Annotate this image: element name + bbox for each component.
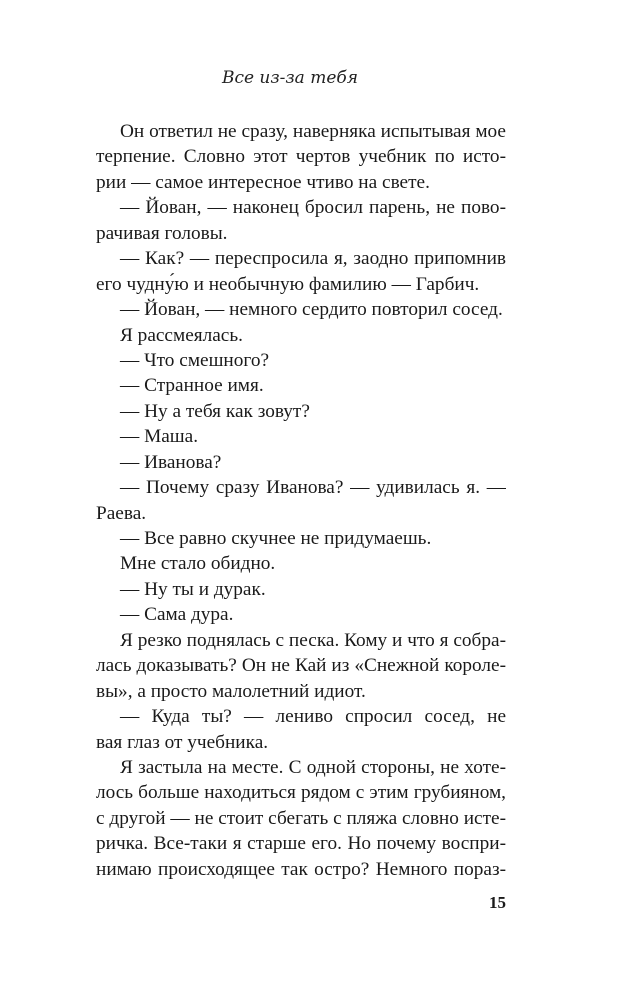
text-line: с другой — не стоит сбегать с пляжа словно исте- (96, 807, 506, 829)
text-line: — Почему сразу Иванова? — удивилась я. — (120, 477, 506, 499)
text-line: рии — самое интересное чтиво на свете. (96, 171, 430, 193)
text-line: вы», а просто малолетний идиот. (96, 680, 366, 702)
text-line: терпение. Словно этот чертов учебник по исто- (96, 146, 506, 168)
text-line: Мне стало обидно. (120, 553, 276, 575)
text-line: — Ну а тебя как зовут? (120, 400, 310, 422)
text-line: ричка. Все-таки я старше его. Но почему воспри- (96, 833, 506, 855)
text-line: — Ну ты и дурак. (120, 578, 266, 600)
text-line: рачивая головы. (96, 222, 228, 244)
text-line: вая глаз от учебника. (96, 731, 269, 753)
text-line: лось больше находиться рядом с этим грубияном, (96, 782, 506, 804)
body-text (96, 119, 506, 882)
text-line: — Как? — переспросила я, заодно припомнив (120, 248, 506, 270)
text-line: Я рассмеялась. (120, 324, 243, 346)
text-line: — Сама дура. (120, 604, 234, 626)
text-line: — Йован, — немного сердито повторил сосед. (120, 299, 503, 321)
text-line: — Иванова? (120, 451, 222, 473)
text-line: Он ответил не сразу, наверняка испытывая мое (120, 121, 506, 142)
text-line: — Что смешного? (120, 349, 270, 371)
page-number: 15 (489, 893, 506, 912)
running-header: Все из-за тебя (221, 68, 359, 88)
text-line: — Йован, — наконец бросил парень, не пово- (120, 197, 506, 219)
text-line: нимаю происходящее так остро? Немного пораз- (96, 858, 506, 880)
text-line: Раева. (96, 502, 147, 524)
text-line: Я застыла на месте. С одной стороны, не хоте- (120, 756, 506, 778)
text-line: — Странное имя. (120, 375, 264, 397)
text-line: — Куда ты? — лениво спросил сосед, не (120, 706, 506, 728)
text-line: — Все равно скучнее не придумаешь. (120, 528, 432, 549)
text-line: — Маша. (120, 426, 199, 448)
text-line: его чудну́ю и необычную фамилию — Гарбич. (96, 273, 480, 295)
text-line: Я резко поднялась с песка. Кому и что я собра- (120, 629, 506, 651)
text-line: лась доказывать? Он не Кай из «Снежной короле- (96, 655, 506, 677)
